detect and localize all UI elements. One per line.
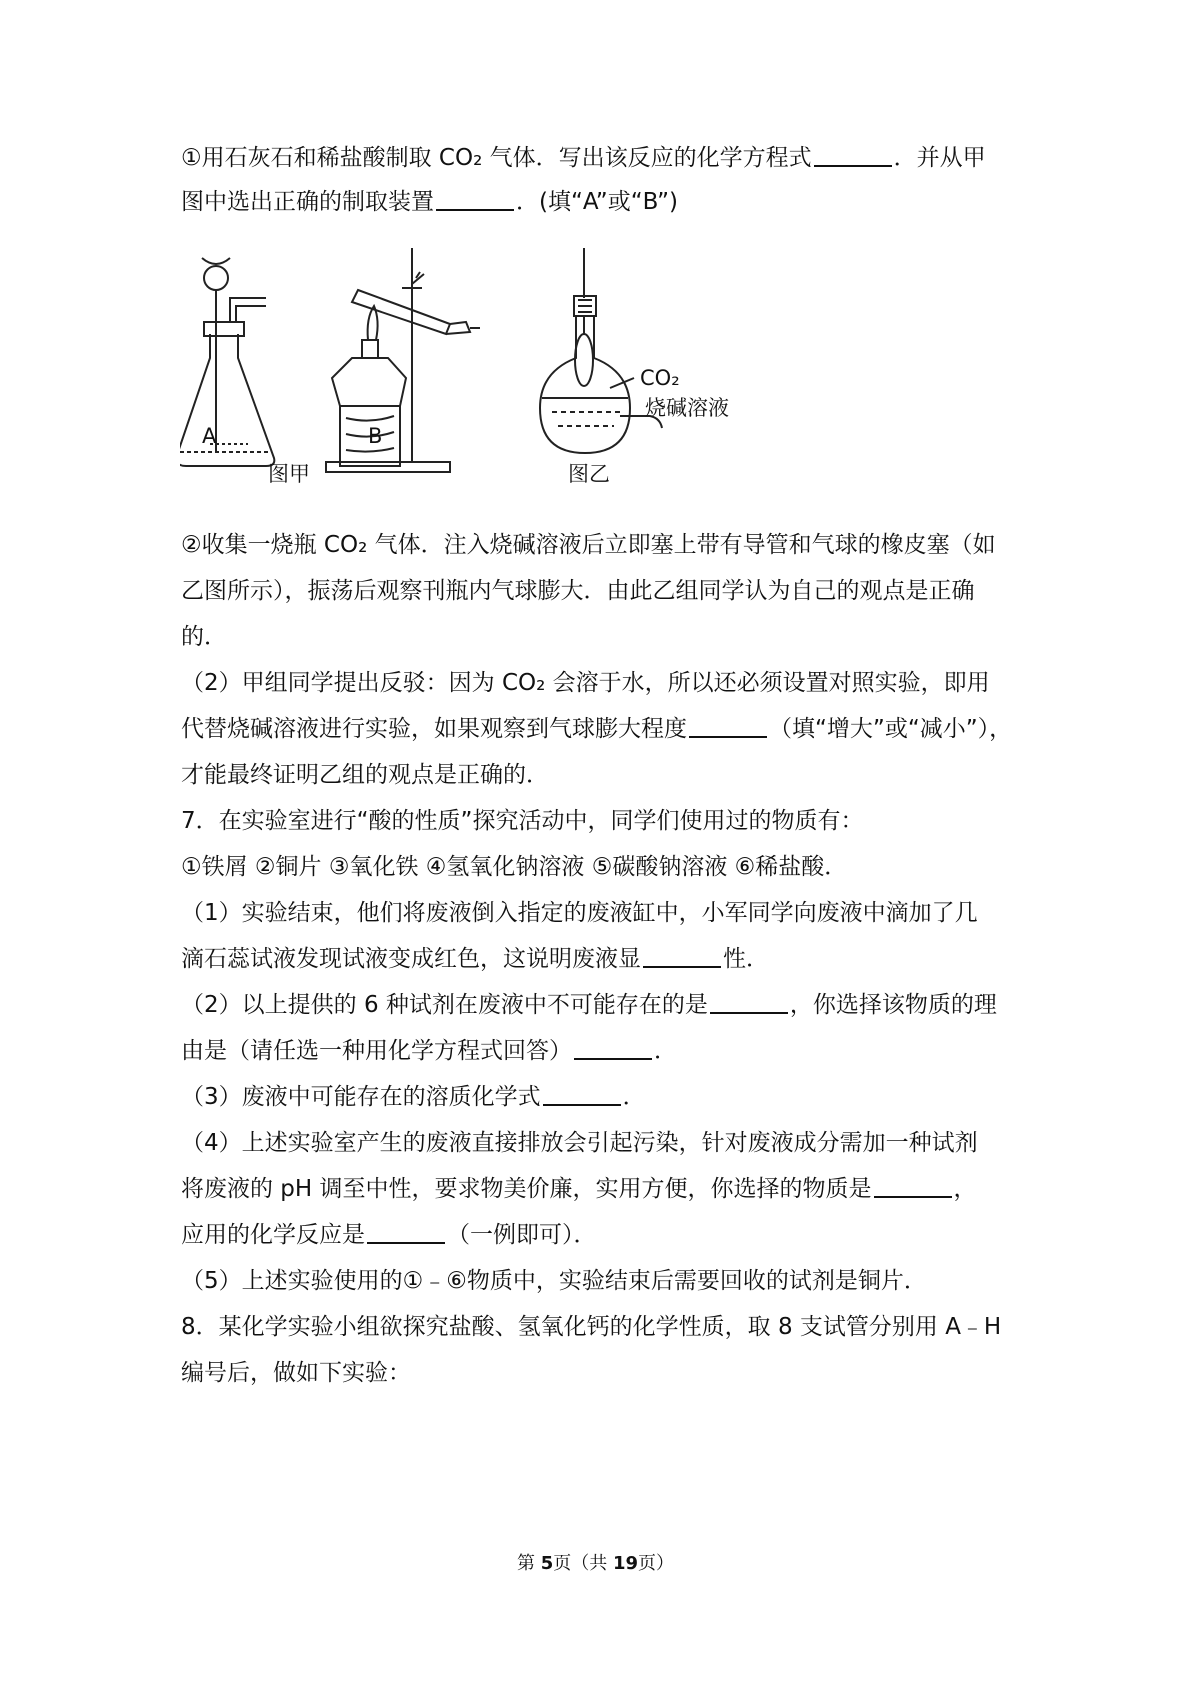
text-line bbox=[181, 530, 996, 560]
line-text: 滴石蕊试液发现试液变成红色，这说明废液显 bbox=[181, 946, 641, 972]
text-line bbox=[181, 1266, 927, 1296]
text-line bbox=[181, 1174, 977, 1204]
text-line bbox=[181, 576, 975, 606]
answer-blank[interactable] bbox=[436, 189, 514, 211]
line-text: ． bbox=[622, 1084, 646, 1110]
line-text: （3）废液中可能存在的溶质化学式 bbox=[181, 1084, 541, 1110]
text-line bbox=[181, 1312, 1001, 1342]
line-text: ②收集一烧瓶 CO₂ 气体．注入烧碱溶液后立即塞上带有导管和气球的橡皮塞（如 bbox=[181, 532, 996, 558]
answer-blank[interactable] bbox=[543, 1084, 621, 1106]
caption-jia: 图甲 bbox=[268, 462, 310, 486]
text-line bbox=[181, 187, 678, 217]
text-line bbox=[181, 1358, 411, 1388]
line-text: ，你选择该物质的理 bbox=[789, 992, 997, 1018]
line-text: 应用的化学反应是 bbox=[181, 1222, 365, 1248]
text-line bbox=[181, 852, 847, 882]
label-a: A bbox=[202, 424, 217, 448]
line-text: （5）上述实验使用的①﹣⑥物质中，实验结束后需要回收的试剂是铜片． bbox=[181, 1268, 927, 1294]
text-line bbox=[181, 622, 227, 652]
text-line bbox=[181, 1036, 677, 1066]
text-line bbox=[181, 143, 986, 173]
answer-blank[interactable] bbox=[689, 716, 767, 738]
line-text: 将废液的 pH 调至中性，要求物美价廉，实用方便，你选择的物质是 bbox=[181, 1176, 872, 1202]
text-line bbox=[181, 1128, 978, 1158]
line-text: （4）上述实验室产生的废液直接排放会引起污染，针对废液成分需加一种试剂 bbox=[181, 1130, 978, 1156]
label-b: B bbox=[368, 424, 383, 448]
text-line bbox=[181, 944, 769, 974]
line-text: （一例即可）． bbox=[447, 1222, 597, 1248]
text-line bbox=[181, 990, 997, 1020]
text-line bbox=[181, 1220, 597, 1250]
line-text: 乙图所示），振荡后观察刊瓶内气球膨大．由此乙组同学认为自己的观点是正确 bbox=[181, 578, 975, 604]
line-text: （填“增大”或“减小”）， bbox=[769, 716, 1013, 742]
line-text: ． bbox=[654, 1038, 677, 1064]
text-line bbox=[181, 806, 863, 836]
answer-blank[interactable] bbox=[574, 1038, 652, 1060]
line-text: 7．在实验室进行“酸的性质”探究活动中，同学们使用过的物质有： bbox=[181, 808, 864, 834]
line-text: 由是（请任选一种用化学方程式回答） bbox=[181, 1038, 572, 1064]
footer-text: 第 bbox=[516, 1553, 541, 1574]
label-naoh: 烧碱溶液 bbox=[645, 396, 729, 420]
answer-blank[interactable] bbox=[710, 992, 788, 1014]
page-footer bbox=[0, 1553, 1191, 1575]
line-text: （2）以上提供的 6 种试剂在废液中不可能存在的是 bbox=[181, 992, 708, 1018]
line-text: （2）甲组同学提出反驳：因为 CO₂ 会溶于水，所以还必须设置对照实验，即用 bbox=[181, 670, 990, 696]
line-text: ， bbox=[953, 1176, 977, 1202]
text-line bbox=[181, 714, 1012, 744]
line-text: 编号后，做如下实验： bbox=[181, 1360, 411, 1386]
line-text: 代替烧碱溶液进行实验，如果观察到气球膨大程度 bbox=[181, 716, 687, 742]
line-text: 的． bbox=[181, 624, 227, 650]
line-text: 才能最终证明乙组的观点是正确的． bbox=[181, 762, 549, 788]
apparatus-figure bbox=[180, 248, 800, 518]
text-line bbox=[181, 898, 978, 928]
line-text: ①用石灰石和稀盐酸制取 CO₂ 气体．写出该反应的化学方程式 bbox=[181, 145, 812, 171]
caption-yi: 图乙 bbox=[568, 462, 610, 486]
total-pages: 19 bbox=[612, 1553, 639, 1574]
page-number: 5 bbox=[540, 1553, 554, 1574]
footer-text: 页） bbox=[638, 1553, 675, 1574]
line-text: ①铁屑 ②铜片 ③氧化铁 ④氢氧化钠溶液 ⑤碳酸钠溶液 ⑥稀盐酸． bbox=[181, 854, 848, 880]
answer-blank[interactable] bbox=[874, 1176, 952, 1198]
line-text: 8．某化学实验小组欲探究盐酸、氢氧化钙的化学性质，取 8 支试管分别用 A﹣H bbox=[181, 1314, 1002, 1340]
line-text: （1）实验结束，他们将废液倒入指定的废液缸中，小军同学向废液中滴加了几 bbox=[181, 900, 978, 926]
line-text: ．(填“A”或“B”) bbox=[516, 189, 679, 215]
text-line bbox=[181, 760, 549, 790]
footer-text: 页（共 bbox=[553, 1553, 613, 1574]
line-text: 图中选出正确的制取装置 bbox=[181, 189, 434, 215]
text-line bbox=[181, 668, 990, 698]
answer-blank[interactable] bbox=[814, 145, 892, 167]
line-text: ．并从甲 bbox=[893, 145, 986, 171]
label-co2: CO₂ bbox=[640, 366, 680, 390]
answer-blank[interactable] bbox=[367, 1222, 445, 1244]
line-text: 性． bbox=[723, 946, 769, 972]
answer-blank[interactable] bbox=[643, 946, 721, 968]
text-line bbox=[181, 1082, 646, 1112]
